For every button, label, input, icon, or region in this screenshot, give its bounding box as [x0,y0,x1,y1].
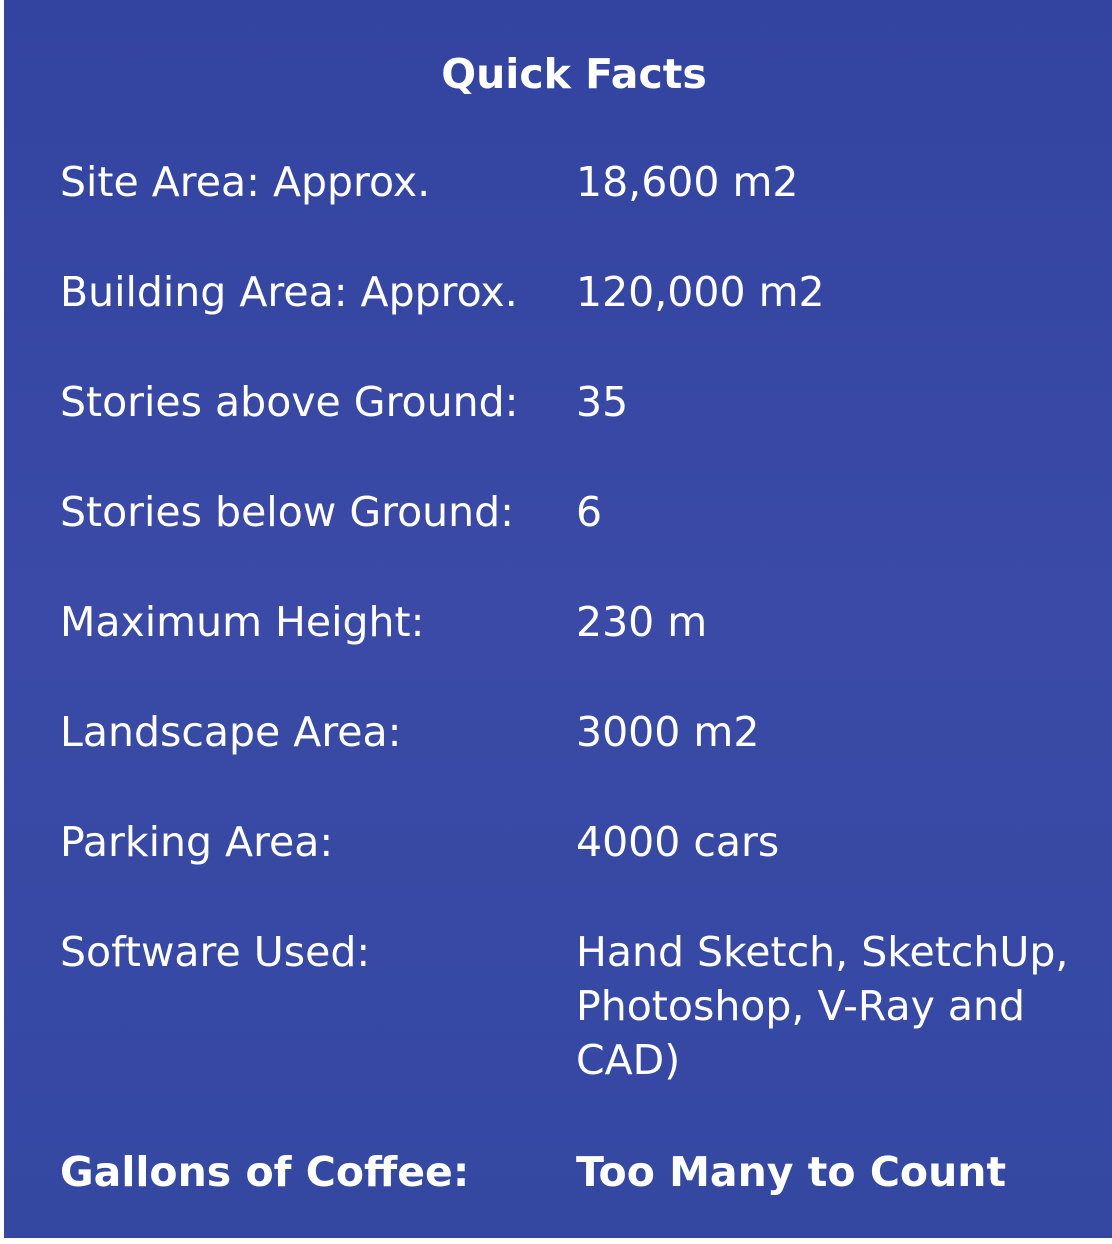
fact-value: 18,600 m2 [576,158,799,206]
fact-value: 3000 m2 [576,708,760,756]
fact-label: Parking Area: [60,818,334,866]
fact-label: Landscape Area: [60,708,402,756]
fact-value: 6 [576,488,603,536]
fact-label: Site Area: Approx. [60,158,431,206]
fact-label: Stories below Ground: [60,488,514,536]
panel-title: Quick Facts [441,50,707,98]
fact-value: Too Many to Count [576,1148,1007,1196]
fact-value: 4000 cars [576,818,780,866]
fact-value: 35 [576,378,629,426]
fact-label: Maximum Height: [60,598,425,646]
fact-label: Gallons of Coffee: [60,1148,470,1196]
fact-value: Hand Sketch, SketchUp, Photoshop, V-Ray and CAD) [576,928,1069,1084]
fact-value: 230 m [576,598,708,646]
fact-label: Software Used: [60,928,371,976]
quick-facts-panel [4,0,1112,1238]
fact-value: 120,000 m2 [576,268,825,316]
fact-label: Building Area: Approx. [60,268,518,316]
fact-label: Stories above Ground: [60,378,519,426]
